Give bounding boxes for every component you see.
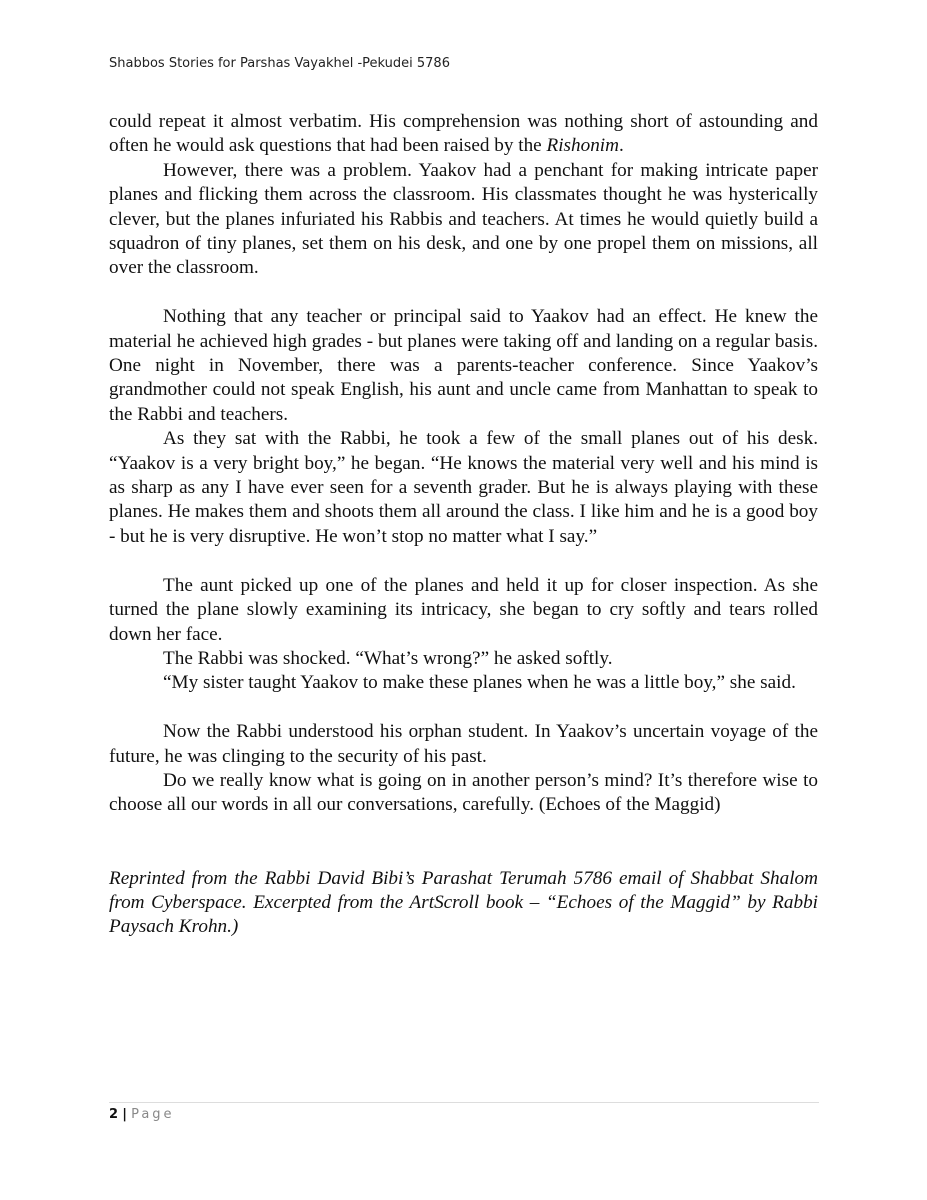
- paragraph: However, there was a problem. Yaakov had a penchant for making intricate paper planes and flicking them across the classroom. His classmates thought he was hysterically clever, but the planes infuriated his Rabbis and teachers. At times he would quietly build a squadron of tiny planes, set them on his desk, and one by one propel them on missions, all over the classroom.: [109, 159, 818, 279]
- document-body: [109, 110, 818, 940]
- paragraph-text: .: [618, 135, 624, 157]
- paragraph: The Rabbi was shocked. “What’s wrong?” he asked softly.: [163, 647, 613, 669]
- page-footer: [109, 1107, 175, 1122]
- running-header: Shabbos Stories for Parshas Vayakhel -Pekudei 5786: [109, 56, 450, 71]
- emphasis: Rishonim: [546, 135, 619, 157]
- paragraph: Nothing that any teacher or principal said to Yaakov had an effect. He knew the material he achieved high grades - but planes were taking off and landing on a regular basis. One night in November, there was a parents-teacher conference. Since Yaakov’s grandmother could not speak English, his aunt and uncle came from Manhattan to speak to the Rabbi and teachers.: [109, 306, 818, 425]
- paragraph: As they sat with the Rabbi, he took a few of the small planes out of his desk. “Yaakov is a very bright boy,” he began. “He knows the material very well and his mind is as sharp as any I have ever seen for a seventh grader. But he is always playing with these planes. He makes them and shoots them all around the class. I like him and he is a good boy - but he is very disruptive. He won’t stop no matter what I say.”: [109, 428, 818, 547]
- paragraph: [109, 110, 818, 159]
- paragraph: Do we really know what is going on in another person’s mind? It’s therefore wise to choose all our words in all our conversations, carefully. (Echoes of the Maggid): [109, 769, 818, 816]
- footer-divider: [109, 1102, 819, 1103]
- page-label: Page: [131, 1107, 175, 1122]
- paragraph: “My sister taught Yaakov to make these planes when he was a little boy,” she said.: [163, 672, 796, 694]
- page-number: 2: [109, 1107, 119, 1122]
- paragraph: The aunt picked up one of the planes and held it up for closer inspection. As she turned the plane slowly examining its intricacy, she began to cry softly and tears rolled down her face.: [109, 574, 818, 645]
- source-note: Reprinted from the Rabbi David Bibi’s Parashat Terumah 5786 email of Shabbat Shalom from Cyberspace. Excerpted from the ArtScroll book – “Echoes of the Maggid” by Rabbi Paysach Krohn.): [109, 867, 818, 938]
- paragraph-text: could repeat it almost verbatim. His comprehension was nothing short of astounding and often he would ask questions that had been raised by the: [109, 111, 818, 157]
- footer-separator: |: [122, 1107, 127, 1122]
- paragraph: Now the Rabbi understood his orphan student. In Yaakov’s uncertain voyage of the future, he was clinging to the security of his past.: [109, 721, 818, 767]
